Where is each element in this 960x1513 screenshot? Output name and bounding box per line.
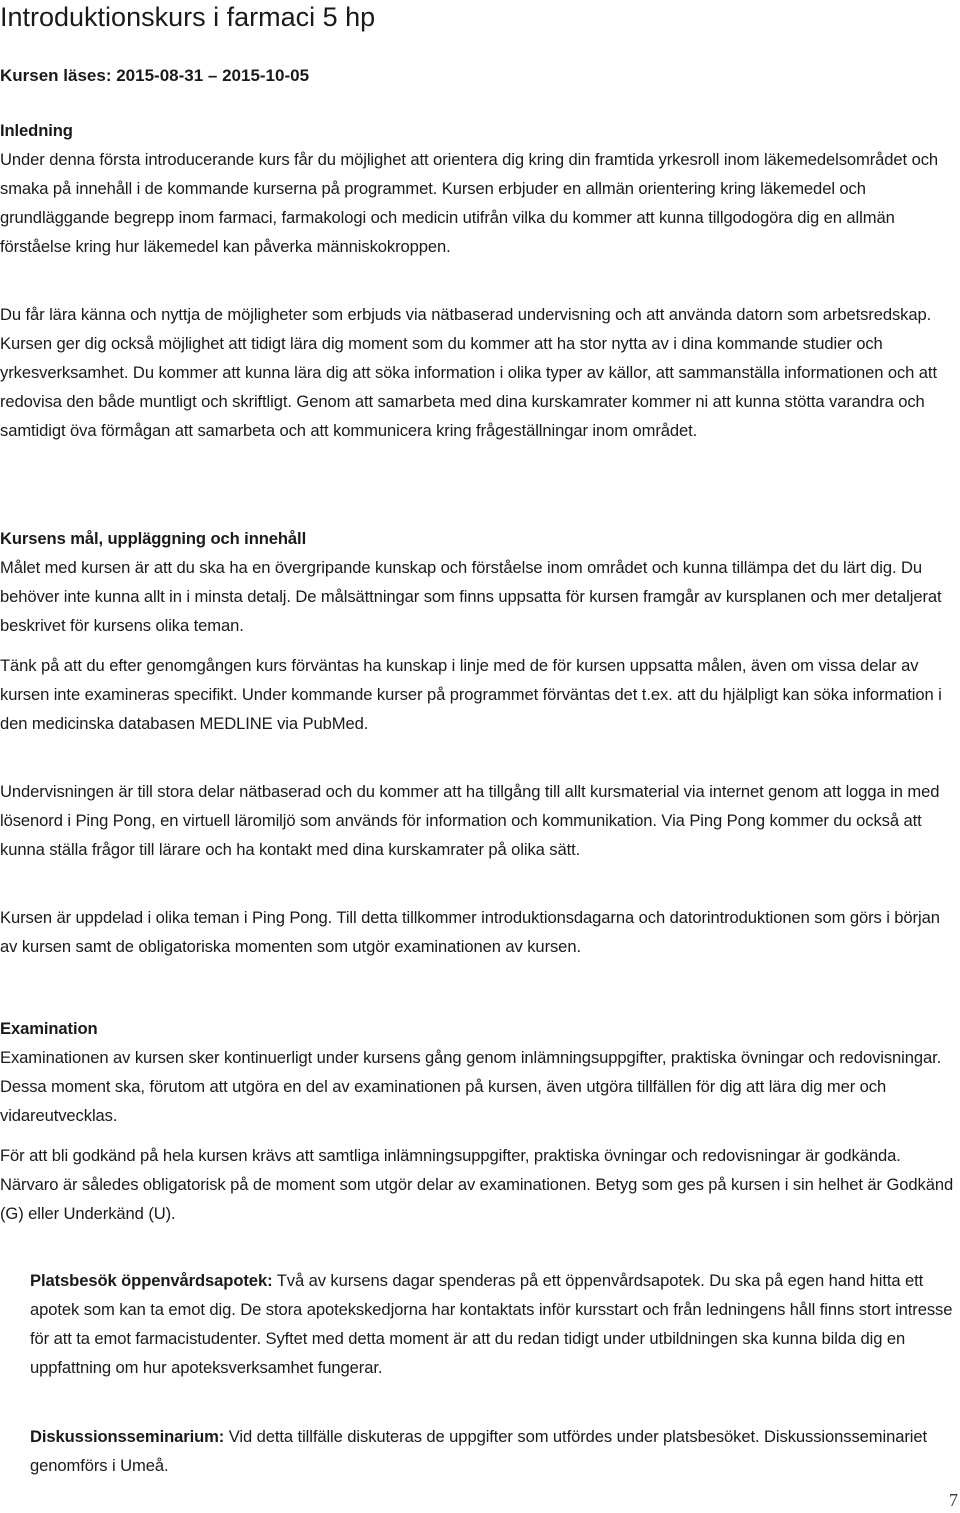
paragraph: Under denna första introducerande kurs får du möjlighet att orientera dig kring din framtida yrkesroll inom läkemedelsområdet och smaka på innehåll i de kommande kurserna på programmet. Kursen erbjuder en allmän orientering kring läkemedel och grundläggande begrepp inom farmaci, farmakologi och medicin utifrån vilka du kommer att kunna tillgodogöra dig en allmän förståelse kring hur läkemedel kan påverka människokroppen. [0, 150, 939, 256]
paragraph: Examinationen av kursen sker kontinuerligt under kursens gång genom inlämningsuppgifter, praktiska övningar och redovisningar. Dessa moment ska, förutom att utgöra en del av examinationen på kursen, även utgöra tillfällen för dig att lära dig mer och vidareutvecklas. [0, 1048, 942, 1125]
section-mal [0, 524, 958, 640]
paragraph: Tänk på att du efter genomgången kurs förväntas ha kunskap i linje med de för kursen uppsatta målen, även om vissa delar av kursen inte examineras specifikt. Under kommande kurser på programmet förväntas det t.ex. att du hjälpligt kan söka information i den medicinska databasen MEDLINE via PubMed. [0, 656, 942, 733]
section-heading-mal: Kursens mål, uppläggning och innehåll [0, 529, 307, 548]
paragraph: Målet med kursen är att du ska ha en övergripande kunskap och förståelse inom området och kunna tillämpa det du lärt dig. Du behöver inte kunna allt in i minsta detalj. De målsättningar som finns uppsatta för kursen framgår av kursplanen och mer detaljerat beskrivet för kursens olika teman. [0, 558, 942, 635]
moment-label: Diskussionsseminarium: [30, 1427, 225, 1446]
course-dates: Kursen läses: 2015-08-31 – 2015-10-05 [0, 66, 310, 85]
paragraph: Kursen är uppdelad i olika teman i Ping Pong. Till detta tillkommer introduktionsdagarna och datorintroduktionen som görs i början av kursen samt de obligatoriska momenten som utgör examinationen av kursen. [0, 908, 940, 956]
section-examination-p2 [0, 1141, 958, 1228]
page-title: Introduktionskurs i farmaci 5 hp [0, 2, 376, 32]
section-mal-p3 [0, 777, 958, 864]
section-examination [0, 1014, 958, 1130]
section-mal-p4 [0, 903, 958, 961]
section-heading-inledning: Inledning [0, 121, 73, 140]
moment-seminarium [30, 1422, 958, 1480]
paragraph: Undervisningen är till stora delar nätbaserad och du kommer att ha tillgång till allt kursmaterial via internet genom att logga in med lösenord i Ping Pong, en virtuell läromiljö som används för information och kommunikation. Via Ping Pong kommer du också att kunna ställa frågor till lärare och ha kontakt med dina kurskamrater på olika sätt. [0, 782, 940, 859]
paragraph: Du får lära känna och nyttja de möjligheter som erbjuds via nätbaserad undervisning och att använda datorn som arbetsredskap. Kursen ger dig också möjlighet att tidigt lära dig moment som du kommer att ha stor nytta av i dina kommande studier och yrkesverksamhet. Du kommer att kunna lära dig att söka information i olika typer av källor, att sammanställa informationen och att redovisa den både muntligt och skriftligt. Genom att samarbeta med dina kurskamrater kommer ni att kunna stötta varandra och samtidigt öva förmågan att samarbeta och att kommunicera kring frågeställningar inom området. [0, 305, 937, 440]
section-inledning-cont [0, 300, 958, 445]
page-number: 7 [949, 1490, 958, 1510]
paragraph: För att bli godkänd på hela kursen krävs att samtliga inlämningsuppgifter, praktiska övningar och redovisningar är godkända. Närvaro är således obligatorisk på de moment som utgör delar av examinationen. Betyg som ges på kursen i sin helhet är Godkänd (G) eller Underkänd (U). [0, 1146, 954, 1223]
section-heading-examination: Examination [0, 1019, 98, 1038]
moment-label: Platsbesök öppenvårdsapotek: [30, 1271, 273, 1290]
section-inledning [0, 116, 958, 261]
section-mal-p2 [0, 651, 958, 738]
moment-text: Två av kursens dagar spenderas på ett öppenvårdsapotek. Du ska på egen hand hitta ett apotek som kan ta emot dig. De stora apotekskedjorna har kontaktats inför kursstart och från ledningens håll finns stort intresse för att ta emot farmacistudenter. Syftet med detta moment är att du redan tidigt under utbildningen ska kunna bilda dig en uppfattning om hur apoteksverksamhet fungerar. [30, 1271, 953, 1377]
moment-text: Vid detta tillfälle diskuteras de uppgifter som utfördes under platsbesöket. Diskussionsseminariet genomförs i Umeå. [30, 1427, 928, 1475]
moment-platsbesok [30, 1266, 958, 1382]
